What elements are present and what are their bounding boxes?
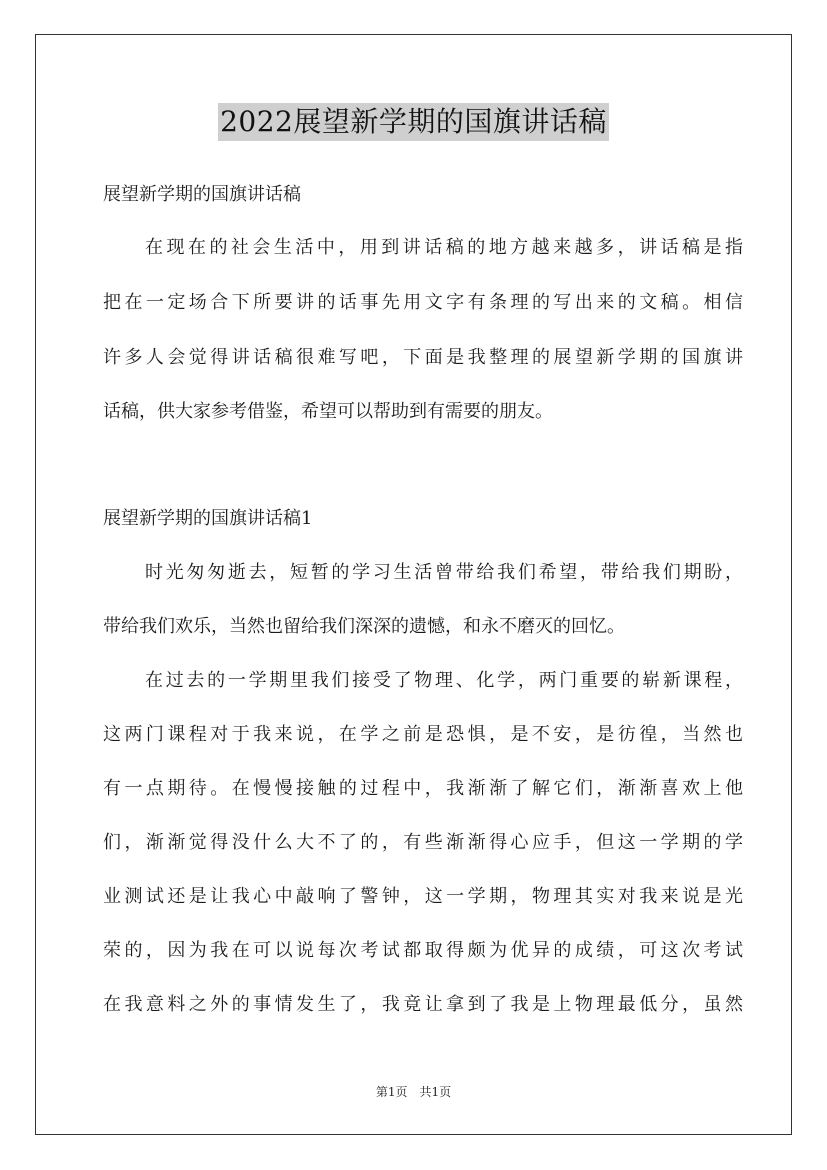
intro-line-2: 把在一定场合下所要讲的话事先用文字有条理的写出来的文稿。相信 <box>103 292 743 313</box>
intro-line-4: 话稿，供大家参考借鉴，希望可以帮助到有需要的朋友。 <box>103 401 553 422</box>
section1-para2-line-4: 们，渐渐觉得没什么大不了的，有些渐渐得心应手，但这一学期的学 <box>103 832 743 853</box>
intro-heading: 展望新学期的国旗讲话稿 <box>103 184 301 205</box>
section1-para2-line-1: 在过去的一学期里我们接受了物理、化学，两门重要的崭新课程， <box>145 670 743 691</box>
title-container <box>0 103 827 141</box>
section1-heading: 展望新学期的国旗讲话稿1 <box>103 508 313 529</box>
document-title: 2022展望新学期的国旗讲话稿 <box>218 103 609 141</box>
intro-line-1: 在现在的社会生活中，用到讲话稿的地方越来越多，讲话稿是指 <box>145 237 743 258</box>
section1-para2-line-5: 业测试还是让我心中敲响了警钟，这一学期，物理其实对我来说是光 <box>103 886 743 907</box>
section1-para2-line-3: 有一点期待。在慢慢接触的过程中，我渐渐了解它们，渐渐喜欢上他 <box>103 778 743 799</box>
page-footer: 第1页 共1页 <box>375 1085 452 1099</box>
section1-para2-line-6: 荣的，因为我在可以说每次考试都取得颇为优异的成绩，可这次考试 <box>103 940 743 961</box>
section1-para1-line-2: 带给我们欢乐，当然也留给我们深深的遗憾，和永不磨灭的回忆。 <box>103 616 625 637</box>
section1-para1-line-1: 时光匆匆逝去，短暂的学习生活曾带给我们希望，带给我们期盼， <box>145 562 743 583</box>
section1-para2-line-2: 这两门课程对于我来说，在学之前是恐惧，是不安，是彷徨，当然也 <box>103 724 743 745</box>
intro-line-3: 许多人会觉得讲话稿很难写吧，下面是我整理的展望新学期的国旗讲 <box>103 347 743 368</box>
section1-para2-line-7: 在我意料之外的事情发生了，我竟让拿到了我是上物理最低分，虽然 <box>103 994 743 1015</box>
